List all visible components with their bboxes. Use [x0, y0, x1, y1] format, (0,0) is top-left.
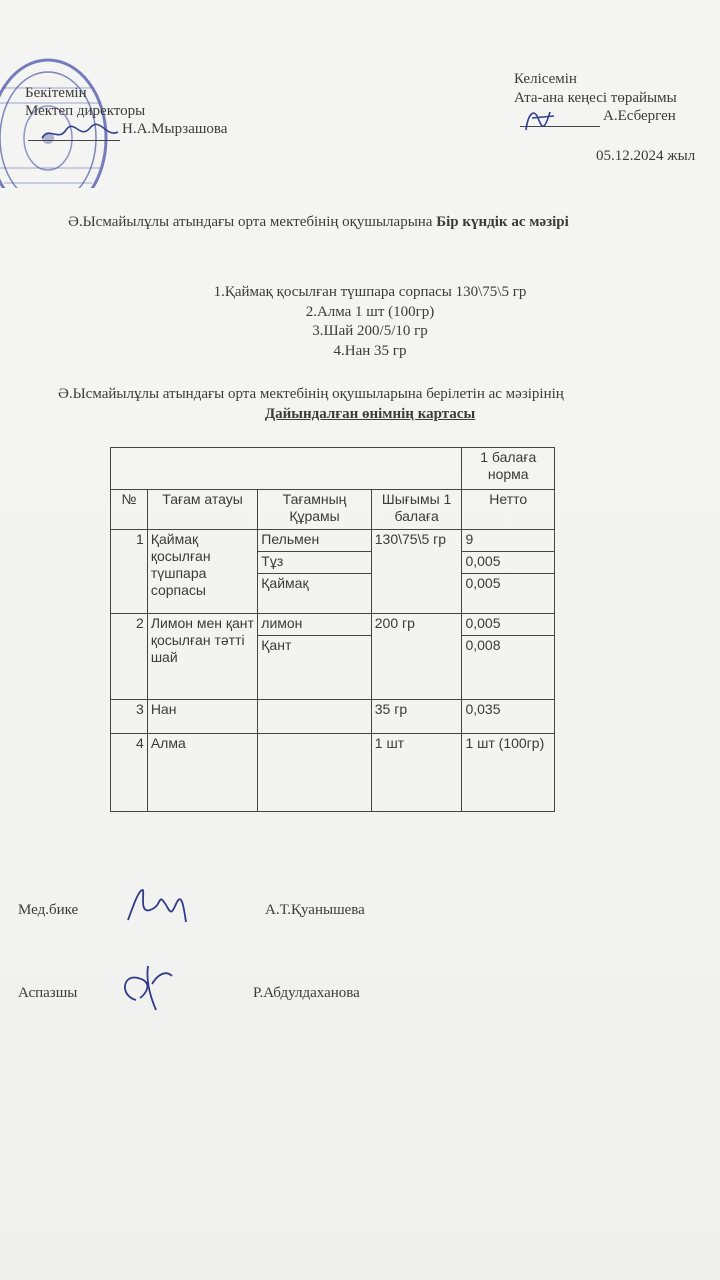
agree-date: 05.12.2024 жыл [596, 148, 696, 164]
card-title-line1: Ә.Ысмайылұлы атындағы орта мектебінің оқушыларына берілетін ас мәзірінің [58, 386, 564, 402]
row-composition: Қаймақ [258, 574, 371, 614]
row-netto: 0,005 [462, 614, 555, 636]
row-composition: лимон [258, 614, 371, 636]
menu-item: 3.Шай 200/5/10 гр [312, 323, 428, 339]
agree-word: Келісемін [514, 71, 577, 87]
row-name: Лимон мен қант қосылған тәтті шай [147, 614, 257, 700]
menu-item: 1.Қаймақ қосылған түшпара сорпасы 130\75\5 гр [213, 284, 527, 300]
signature-name: А.Т.Қуанышева [265, 902, 365, 918]
row-output: 35 гр [371, 700, 462, 734]
signature-role: Аспазшы [18, 985, 78, 1001]
header-output: Шығымы 1 балаға [371, 490, 462, 530]
row-netto: 0,035 [462, 700, 555, 734]
product-card-table [110, 447, 555, 812]
approve-name: Н.А.Мырзашова [122, 121, 228, 137]
row-num: 4 [111, 734, 148, 812]
agree-name: А.Есберген [603, 108, 676, 124]
header-name: Тағам атауы [147, 490, 257, 530]
row-name: Нан [147, 700, 257, 734]
header-netto: Нетто [462, 490, 555, 530]
row-composition: Тұз [258, 552, 371, 574]
row-output: 130\75\5 гр [371, 530, 462, 614]
approve-role: Мектеп директоры [25, 103, 146, 119]
nurse-signature [124, 884, 190, 930]
title-prefix: Ә.Ысмайылұлы атындағы орта мектебінің оқушыларына [68, 214, 433, 230]
row-num: 2 [111, 614, 148, 700]
menu-item: 2.Алма 1 шт (100гр) [305, 304, 435, 320]
menu-item: 4.Нан 35 гр [333, 343, 407, 359]
row-netto: 0,005 [462, 552, 555, 574]
signature-name: Р.Абдулдаханова [253, 985, 360, 1001]
header-composition: Тағамның Құрамы [258, 490, 371, 530]
title-bold: Бір күндік ас мәзірі [436, 214, 569, 230]
row-netto: 0,008 [462, 636, 555, 700]
row-num: 3 [111, 700, 148, 734]
parent-council-signature [520, 104, 560, 134]
header-num: № [111, 490, 148, 530]
row-num: 1 [111, 530, 148, 614]
page-title [68, 214, 569, 231]
row-name: Қаймақ қосылған түшпара сорпасы [147, 530, 257, 614]
row-output: 1 шт [371, 734, 462, 812]
cook-signature [116, 960, 176, 1016]
row-name: Алма [147, 734, 257, 812]
approve-word: Бекітемін [25, 85, 87, 101]
row-netto: 9 [462, 530, 555, 552]
row-composition [258, 734, 371, 812]
row-netto: 0,005 [462, 574, 555, 614]
row-composition [258, 700, 371, 734]
row-composition: Қант [258, 636, 371, 700]
table-top-empty [111, 448, 462, 490]
agree-role: Ата-ана кеңесі төрайымы [514, 90, 677, 106]
row-composition: Пельмен [258, 530, 371, 552]
row-netto: 1 шт (100гр) [462, 734, 555, 812]
card-title-line2: Дайындалған өнімнің картасы [264, 406, 476, 422]
row-output: 200 гр [371, 614, 462, 700]
signature-role: Мед.бике [18, 902, 79, 918]
table-top-right-header: 1 балаға норма [462, 448, 555, 490]
director-signature [40, 120, 120, 146]
